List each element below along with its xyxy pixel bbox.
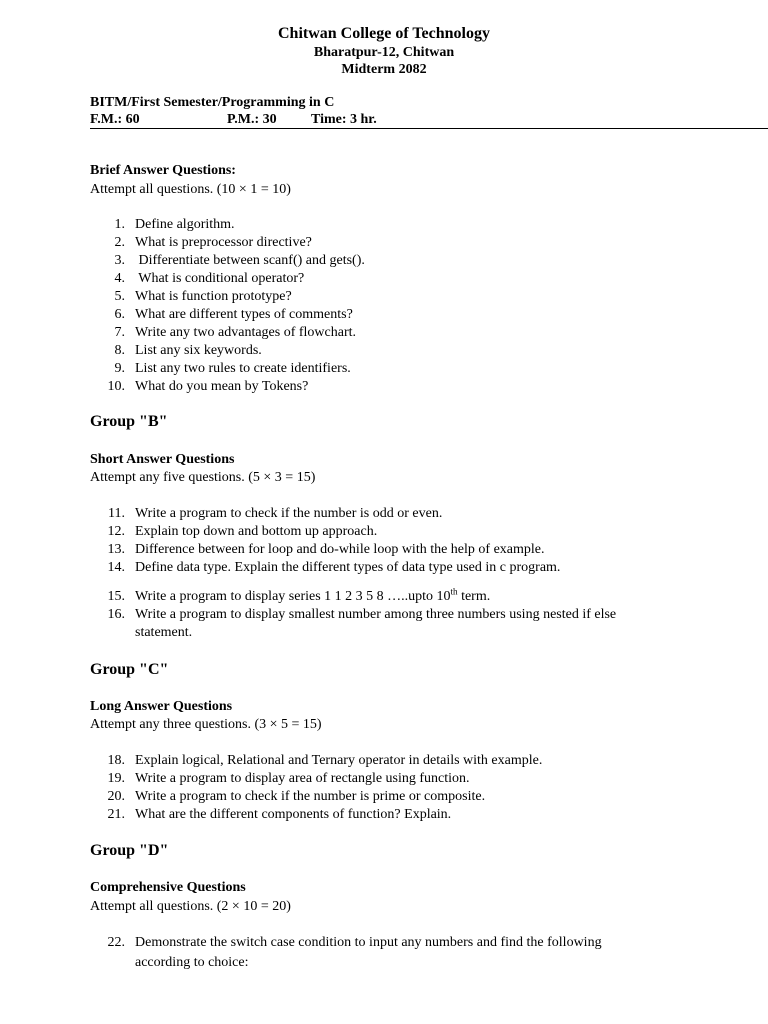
section-a-questions [90, 216, 690, 396]
question-item: 15. Write a program to display series 1 1 2 3 5 8 …..upto 10th term. [107, 586, 491, 604]
course-line: BITM/First Semester/Programming in C [90, 95, 335, 110]
question-item: 10. What do you mean by Tokens? [107, 379, 309, 394]
college-address: Bharatpur-12, Chitwan [313, 45, 455, 60]
question-item: 8. List any six keywords. [114, 343, 262, 358]
group-d-instruction: Attempt all questions. (2 × 10 = 20) [90, 899, 291, 914]
question-item: 19. Write a program to display area of rectangle using function. [107, 771, 470, 786]
question-item: 1. Define algorithm. [114, 217, 235, 232]
group-b-title: Group "B" [90, 413, 168, 430]
group-c-title: Group "C" [90, 661, 169, 678]
question-item: 16. Write a program to display smallest number among three numbers using nested if else statement. [107, 607, 617, 640]
question-item: 12. Explain top down and bottom up approach. [107, 524, 378, 539]
exam-time: Time: 3 hr. [311, 112, 377, 127]
group-b-questions [90, 505, 690, 577]
question-item: 9. List any two rules to create identifiers. [114, 361, 351, 376]
question-item: 6. What are different types of comments? [114, 307, 353, 322]
question-item: 18. Explain logical, Relational and Ternary operator in details with example. [107, 753, 543, 768]
section-a-heading: Brief Answer Questions: [90, 163, 236, 178]
question-item: 7. Write any two advantages of flowchart. [114, 325, 357, 340]
group-c-heading: Long Answer Questions [90, 699, 233, 714]
question-item: 14. Define data type. Explain the different types of data type used in c program. [107, 560, 561, 575]
question-item: 21. What are the different components of function? Explain. [107, 807, 452, 822]
question-item: 20. Write a program to check if the number is prime or composite. [107, 789, 486, 804]
question-item: 22. Demonstrate the switch case condition to input any numbers and find the following according to choice: [107, 935, 602, 970]
college-name: Chitwan College of Technology [277, 25, 490, 42]
question-item: 5. What is function prototype? [114, 289, 292, 304]
question-item: 2. What is preprocessor directive? [114, 235, 312, 250]
header-divider [90, 128, 768, 129]
question-item: 3. Differentiate between scanf() and gets(). [114, 253, 365, 268]
group-b-instruction: Attempt any five questions. (5 × 3 = 15) [90, 470, 316, 485]
exam-name: Midterm 2082 [341, 62, 427, 77]
question-item: 11. Write a program to check if the number is odd or even. [108, 506, 443, 521]
group-c-instruction: Attempt any three questions. (3 × 5 = 15) [90, 717, 322, 732]
group-c-questions [90, 752, 690, 824]
question-item: 4. What is conditional operator? [114, 271, 305, 286]
group-d-heading: Comprehensive Questions [90, 880, 246, 895]
question-item: 13. Difference between for loop and do-while loop with the help of example. [107, 542, 545, 557]
group-b-heading: Short Answer Questions [90, 452, 235, 467]
pass-marks: P.M.: 30 [227, 112, 277, 127]
group-d-questions [90, 933, 690, 973]
group-b-questions-cont [90, 588, 690, 642]
group-d-title: Group "D" [90, 842, 169, 859]
full-marks: F.M.: 60 [90, 112, 140, 127]
section-a-instruction: Attempt all questions. (10 × 1 = 10) [90, 182, 291, 197]
